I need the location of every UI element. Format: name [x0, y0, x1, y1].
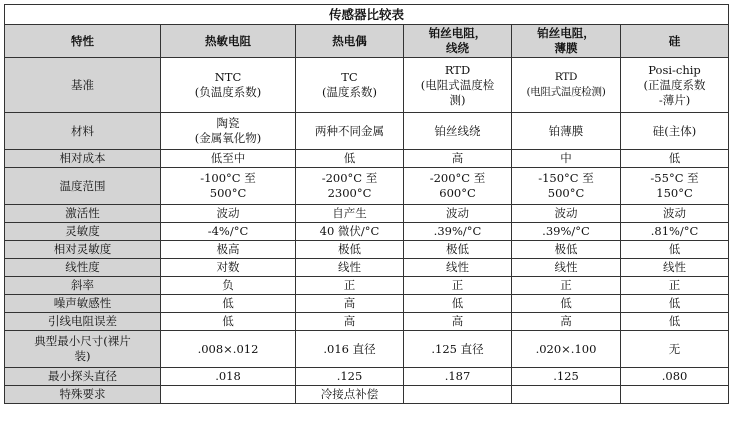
table-row	[5, 150, 729, 168]
table-cell: 线性	[296, 259, 404, 277]
table-row	[5, 223, 729, 241]
table-cell: 高	[512, 313, 621, 331]
sensor-comparison-sheet	[4, 4, 728, 404]
table-cell: 低至中	[161, 150, 296, 168]
table-row	[5, 113, 729, 150]
table-cell	[512, 386, 621, 404]
table-row	[5, 313, 729, 331]
row-label: 基准	[5, 58, 161, 113]
table-cell	[161, 386, 296, 404]
header-cell-rtd-thinfilm: 铂丝电阻， 薄膜	[512, 25, 621, 58]
table-cell: NTC (负温度系数)	[161, 58, 296, 113]
table-cell: -200°C 至 600°C	[404, 168, 512, 205]
table-cell: 负	[161, 277, 296, 295]
table-cell: -150°C 至 500°C	[512, 168, 621, 205]
table-cell: 低	[161, 295, 296, 313]
table-cell: 正	[404, 277, 512, 295]
table-cell: .81%/°C	[621, 223, 729, 241]
table-cell: 40 微伏/°C	[296, 223, 404, 241]
row-label: 温度范围	[5, 168, 161, 205]
table-row	[5, 58, 729, 113]
row-label: 材料	[5, 113, 161, 150]
table-cell: 铂薄膜	[512, 113, 621, 150]
table-cell: -200°C 至 2300°C	[296, 168, 404, 205]
table-cell: -100°C 至 500°C	[161, 168, 296, 205]
table-cell: .016 直径	[296, 331, 404, 368]
table-row	[5, 277, 729, 295]
table-cell: 波动	[621, 205, 729, 223]
table-cell: -4%/°C	[161, 223, 296, 241]
table-cell: 高	[404, 313, 512, 331]
table-cell: .39%/°C	[512, 223, 621, 241]
table-cell: 极低	[404, 241, 512, 259]
row-label: 最小探头直径	[5, 368, 161, 386]
table-cell: 正	[621, 277, 729, 295]
table-cell: RTD (电阻式温度检 测)	[404, 58, 512, 113]
table-cell: 正	[512, 277, 621, 295]
table-cell: 波动	[512, 205, 621, 223]
table-cell: 对数	[161, 259, 296, 277]
table-cell: .125	[512, 368, 621, 386]
row-label: 灵敏度	[5, 223, 161, 241]
table-cell: 极高	[161, 241, 296, 259]
header-cell-rtd-wirewound: 铂丝电阻， 线绕	[404, 25, 512, 58]
row-label: 斜率	[5, 277, 161, 295]
table-cell: RTD (电阻式温度检测)	[512, 58, 621, 113]
table-cell: 高	[296, 295, 404, 313]
table-cell: 自产生	[296, 205, 404, 223]
row-label: 引线电阻误差	[5, 313, 161, 331]
table-cell: .018	[161, 368, 296, 386]
table-cell: 高	[296, 313, 404, 331]
row-label: 激活性	[5, 205, 161, 223]
table-cell: .125	[296, 368, 404, 386]
header-cell-thermistor: 热敏电阻	[161, 25, 296, 58]
table-cell: 线性	[512, 259, 621, 277]
table-cell: TC (温度系数)	[296, 58, 404, 113]
header-row	[5, 25, 729, 58]
table-cell: 硅(主体)	[621, 113, 729, 150]
table-cell: 低	[296, 150, 404, 168]
row-label: 相对成本	[5, 150, 161, 168]
table-row	[5, 331, 729, 368]
table-cell: 低	[621, 313, 729, 331]
table-cell: .125 直径	[404, 331, 512, 368]
table-cell: 波动	[161, 205, 296, 223]
table-row	[5, 168, 729, 205]
row-label: 噪声敏感性	[5, 295, 161, 313]
table-cell: 冷接点补偿	[296, 386, 404, 404]
table-cell: 低	[621, 150, 729, 168]
table-row	[5, 259, 729, 277]
table-cell: 铂丝线绕	[404, 113, 512, 150]
table-cell: 正	[296, 277, 404, 295]
table-cell: .39%/°C	[404, 223, 512, 241]
table-cell: .187	[404, 368, 512, 386]
title-row	[5, 5, 729, 25]
table-cell: .080	[621, 368, 729, 386]
table-cell: 线性	[621, 259, 729, 277]
table-cell: 低	[161, 313, 296, 331]
row-label: 特殊要求	[5, 386, 161, 404]
table-cell: 陶瓷 (金属氧化物)	[161, 113, 296, 150]
table-cell	[404, 386, 512, 404]
header-cell-property: 特性	[5, 25, 161, 58]
table-row	[5, 205, 729, 223]
row-label: 线性度	[5, 259, 161, 277]
table-row	[5, 295, 729, 313]
table-cell: Posi-chip (正温度系数 -薄片)	[621, 58, 729, 113]
table-cell: 低	[621, 241, 729, 259]
table-cell: .020×.100	[512, 331, 621, 368]
header-cell-silicon: 硅	[621, 25, 729, 58]
row-label: 典型最小尺寸(裸片 装)	[5, 331, 161, 368]
table-row	[5, 386, 729, 404]
table-cell: 中	[512, 150, 621, 168]
row-label: 相对灵敏度	[5, 241, 161, 259]
table-row	[5, 241, 729, 259]
table-cell: 低	[621, 295, 729, 313]
table-cell: 高	[404, 150, 512, 168]
table-cell: .008×.012	[161, 331, 296, 368]
table-title: 传感器比较表	[5, 5, 729, 25]
table-row	[5, 368, 729, 386]
table-cell: -55°C 至 150°C	[621, 168, 729, 205]
table-cell: 线性	[404, 259, 512, 277]
table-cell: 波动	[404, 205, 512, 223]
table-cell: 低	[404, 295, 512, 313]
table-cell: 极低	[512, 241, 621, 259]
header-cell-thermocouple: 热电偶	[296, 25, 404, 58]
sensor-comparison-table	[4, 4, 729, 404]
table-cell: 无	[621, 331, 729, 368]
table-cell: 极低	[296, 241, 404, 259]
table-cell: 两种不同金属	[296, 113, 404, 150]
table-cell: 低	[512, 295, 621, 313]
table-cell	[621, 386, 729, 404]
